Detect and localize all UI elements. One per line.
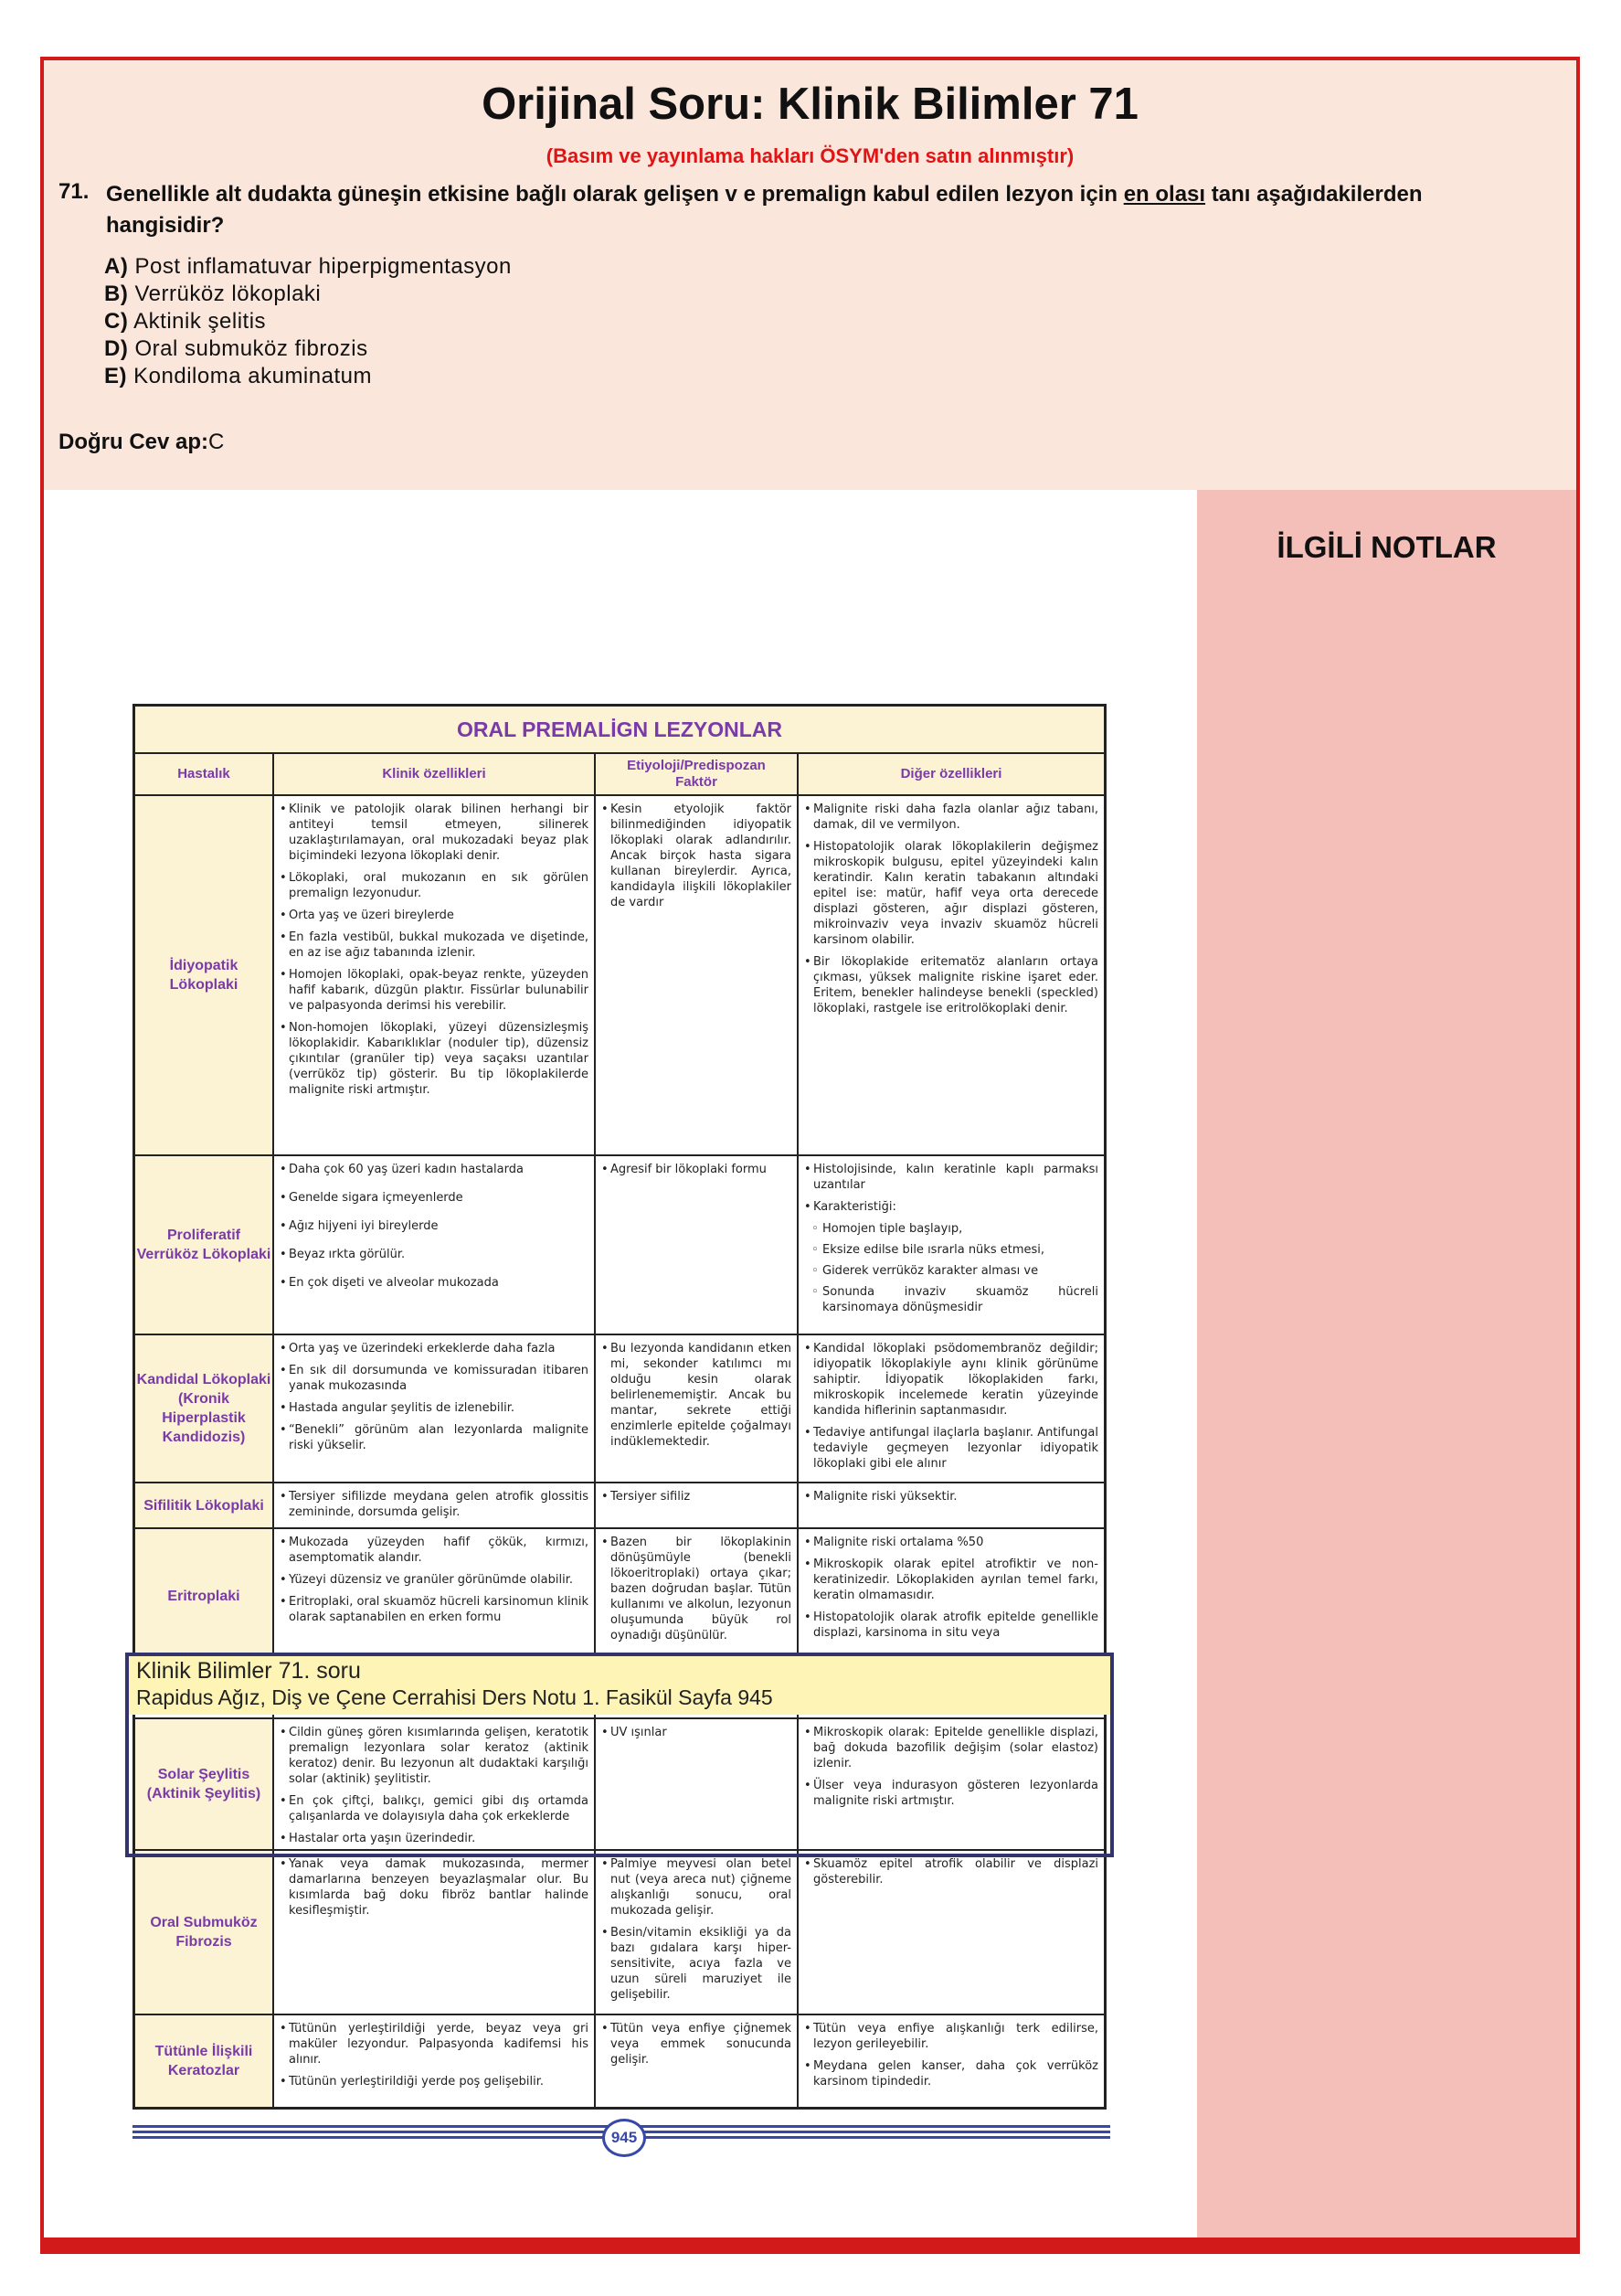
option-d	[104, 336, 368, 362]
list-item: • En çok çiftçi, balıkçı, gemici gibi dış ortamda çalışanlarda ve dolayısıyla daha çok erkeklerde	[280, 1793, 588, 1824]
option-letter: A)	[104, 254, 129, 279]
list-item: • Malignite riski ortalama %50	[804, 1535, 1098, 1550]
source-question-ref: Klinik Bilimler 71. soru	[136, 1658, 361, 1684]
option-text: Verrüköz lökoplaki	[134, 282, 322, 306]
option-letter: C)	[104, 309, 129, 334]
list-item: • Tütünün yerleştirildiği yerde, beyaz veya gri maküler lezyondur. Palpasyonda kadifemsi his alınır.	[280, 2021, 588, 2067]
option-text: Aktinik şelitis	[133, 309, 267, 334]
sub-list-item: ◦ Sonunda invaziv skuamöz hücreli karsinomaya dönüşmesidir	[804, 1284, 1098, 1315]
option-letter: E)	[104, 364, 127, 388]
list-item: • Skuamöz epitel atrofik olabilir ve displazi gösterebilir.	[804, 1856, 1098, 1887]
sub-list-item: ◦ Homojen tiple başlayıp,	[804, 1221, 1098, 1237]
list-item: • Malignite riski yüksektir.	[804, 1489, 1098, 1504]
table-divider	[135, 1527, 1104, 1529]
list-item: • Bu lezyonda kandidanın etken mi, sekonder katılımcı mı olduğu kesin olarak belirlenememiştir. Ancak bu mantar, sekrete ettiği enzimlerle epitelde çoğalmayı indüklemektedir.	[601, 1341, 791, 1450]
list-item: • “Benekli” görünüm alan lezyonlarda malignite riski yükselir.	[280, 1422, 588, 1453]
disease-idiopathic-leukoplakia: İdiyopatik Lökoplaki	[135, 796, 272, 1154]
clinical-cell	[280, 1162, 588, 1334]
disease-erythroplakia: Eritroplaki	[135, 1529, 272, 1663]
list-item: • Ülser veya indurasyon gösteren lezyonlarda malignite riski artmıştır.	[804, 1778, 1098, 1809]
clinical-cell	[280, 1535, 588, 1657]
list-item: • Tütünün yerleştirildiği yerde poş gelişebilir.	[280, 2074, 588, 2089]
column-divider	[797, 794, 799, 2107]
list-item: • Orta yaş ve üzeri bireylerde	[280, 908, 588, 923]
list-item: • Histolojisinde, kalın keratinle kaplı parmaksı uzantılar	[804, 1162, 1098, 1193]
other-cell	[804, 2021, 1098, 2107]
etiology-cell	[601, 1535, 791, 1657]
option-letter: D)	[104, 336, 129, 361]
column-divider	[594, 794, 596, 2107]
question-text-after: tanı aşağıdakilerden hangisidir?	[106, 182, 1423, 238]
clinical-cell	[280, 1856, 588, 2014]
list-item: • Bazen bir lökoplakinin dönüşümüyle (benekli lökoeritroplaki) ortaya çıkar; bazen doğrudan başlar. Tütün kullanımı ve alkolun, lezyonun oluşumunda büyük rol oynadığı düşünülür.	[601, 1535, 791, 1643]
list-item: • UV ışınlar	[601, 1725, 791, 1740]
list-item: • Non-homojen lökoplaki, yüzeyi düzensizleşmiş lökoplakidir. Kabarıklıklar (noduler tip), düzensiz çıkıntılar (granüler tip) veya saçaksı uzantılar (verrüköz tip) gösterir. Bu tip lökoplakilerde malignite riski artmıştır.	[280, 1020, 588, 1098]
etiology-cell	[601, 2021, 791, 2107]
answer-label: Doğru Cev ap:	[58, 430, 209, 454]
list-item: • Kandidal lökoplaki psödomembranöz değildir; idiyopatik lökoplakiyle aynı klinik görünüme sahiptir. İdiyopatik lökoplakiden farkı, mikroskopik incelemede keratin yüzeyinde kandida hiflerinin saptanmasıdır.	[804, 1341, 1098, 1419]
other-cell	[804, 1856, 1098, 2014]
list-item: • Kesin etyolojik faktör bilinmediğinden idiyopatik lökoplaki olarak adlandırılır. Ancak birçok hasta sigara kullanan bireylerdir. Ayrıca, kandidayla ilişkili lökoplakiler de vardır	[601, 802, 791, 910]
list-item: • En fazla vestibül, bukkal mukozada ve dişetinde, en az ise ağız tabanında izlenir.	[280, 930, 588, 961]
table-header-row	[135, 754, 1104, 794]
list-item: • Mikroskopik olarak: Epitelde genellikle displazi, bağ dokuda bazofilik değişim (solar elastoz) izlenir.	[804, 1725, 1098, 1771]
list-item: • Malignite riski daha fazla olanlar ağız tabanı, damak, dil ve vermilyon.	[804, 802, 1098, 833]
list-item: • Ağız hijyeni iyi bireylerde	[280, 1218, 588, 1234]
option-a	[104, 254, 512, 280]
list-item: • Mukozada yüzeyden hafif çökük, kırmızı, asemptomatik alandır.	[280, 1535, 588, 1566]
list-item: • Yanak veya damak mukozasında, mermer damarlarına benzeyen beyazlaşmalar olur. Bu kısımlarda bağ doku fibröz bantlar halinde kesifleşmiştir.	[280, 1856, 588, 1919]
option-c	[104, 309, 266, 335]
etiology-cell	[601, 1162, 791, 1334]
list-item: • Yüzeyi düzensiz ve granüler görünümde olabilir.	[280, 1572, 588, 1588]
list-item: • Hastalar orta yaşın üzerindedir.	[280, 1831, 588, 1846]
other-cell	[804, 802, 1098, 1154]
option-text: Kondiloma akuminatum	[133, 364, 372, 388]
clinical-cell	[280, 1341, 588, 1482]
list-item: • Tersiyer sifilizde meydana gelen atrofik glossitis zemininde, dorsumda gelişir.	[280, 1489, 588, 1520]
column-header-other: Diğer özellikleri	[900, 766, 1002, 781]
disease-solar-cheilitis: Solar Şeylitis (Aktinik Şeylitis)	[135, 1719, 272, 1849]
related-notes-title: İLGİLİ NOTLAR	[1277, 530, 1497, 564]
clinical-cell	[280, 2021, 588, 2107]
list-item: • Agresif bir lökoplaki formu	[601, 1162, 791, 1177]
list-item: • Besin/vitamin eksikliği ya da bazı gıdalara karşı hiper-sensitivite, acıya fazla ve uzun süreli maruziyet ile gelişebilir.	[601, 1925, 791, 2003]
disease-syphilitic-leukoplakia: Sifilitik Lökoplaki	[135, 1483, 272, 1527]
table-divider	[135, 1334, 1104, 1335]
list-item: • Palmiye meyvesi olan betel nut (veya areca nut) çiğneme alışkanlığı sonucu, oral mukozada gelişir.	[601, 1856, 791, 1919]
page-title: Orijinal Soru: Klinik Bilimler 71	[482, 80, 1139, 129]
related-notes-panel	[1197, 490, 1576, 2238]
option-text: Oral submuköz fibrozis	[134, 336, 368, 361]
list-item: • Homojen lökoplaki, opak-beyaz renkte, yüzeyden hafif kabarık, düzgün plaktır. Fissürlar bulunabilir ve palpasyonda derimsi his verebilir.	[280, 967, 588, 1014]
table-divider	[135, 2014, 1104, 2015]
column-header-etiology: Etiyoloji/Predispozan Faktör	[627, 758, 766, 790]
table-title: ORAL PREMALİGN LEZYONLAR	[135, 707, 1104, 752]
etiology-cell	[601, 1489, 791, 1527]
premalignant-lesions-table	[132, 704, 1107, 2110]
list-item: • Genelde sigara içmeyenlerde	[280, 1190, 588, 1206]
page-number-badge: 945	[602, 2119, 646, 2157]
table-divider	[135, 1154, 1104, 1156]
bottom-red-bar	[40, 2238, 1580, 2254]
list-item: • En çok dişeti ve alveolar mukozada	[280, 1275, 588, 1291]
source-book-ref: Rapidus Ağız, Diş ve Çene Cerrahisi Ders Notu 1. Fasikül Sayfa 945	[136, 1685, 773, 1709]
list-item: • Beyaz ırkta görülür.	[280, 1247, 588, 1262]
list-item: • Karakteristiği:	[804, 1199, 1098, 1215]
list-item: • Lökoplaki, oral mukozanın en sık görülen premalign lezyonudur.	[280, 870, 588, 901]
answer-value: C	[208, 430, 225, 454]
other-cell	[804, 1341, 1098, 1482]
sub-list-item: ◦ Giderek verrüköz karakter alması ve	[804, 1263, 1098, 1279]
list-item: • Tedaviye antifungal ilaçlarla başlanır. Antifungal tedaviyle geçmeyen lezyonlar idiyopatik lökoplaki gibi ele alınır	[804, 1425, 1098, 1472]
other-cell	[804, 1489, 1098, 1527]
list-item: • Histopatolojik olarak atrofik epitelde genellikle displazi, karsinoma in situ veya	[804, 1610, 1098, 1641]
etiology-cell	[601, 1856, 791, 2014]
other-cell	[804, 1535, 1098, 1657]
clinical-cell	[280, 1489, 588, 1527]
source-reference-box	[125, 1653, 1114, 1857]
table-divider	[135, 794, 1104, 796]
column-divider	[797, 752, 799, 794]
source-reference-banner	[129, 1656, 1110, 1715]
list-item: • Tütün veya enfiye çiğnemek veya emmek sonucunda gelişir.	[601, 2021, 791, 2067]
list-item: • Tütün veya enfiye alışkanlığı terk edilirse, lezyon gerileyebilir.	[804, 2021, 1098, 2052]
list-item: • Histopatolojik olarak lökoplakilerin değişmez mikroskopik bulgusu, epitel yüzeyindeki kalın keratindir. Kalın keratin tabakanın altındaki epitel ise: matür, hafif veya orta derecede displazi gösteren, ağır displazi gösteren, mikroinvaziv veya invaziv skuamöz hücreli karsinom olabilir.	[804, 839, 1098, 948]
question-text	[106, 179, 1531, 241]
question-emphasis: en olası	[1123, 182, 1206, 207]
question-text-before: Genellikle alt dudakta güneşin etkisine bağlı olarak gelişen v e premalign kabul edilen lezyon için	[106, 182, 1124, 207]
option-letter: B)	[104, 282, 129, 306]
etiology-cell	[601, 1341, 791, 1482]
column-divider	[272, 752, 274, 2107]
option-b	[104, 282, 321, 307]
option-e	[104, 364, 372, 389]
list-item: • Hastada angular şeylitis de izlenebilir.	[280, 1400, 588, 1416]
disease-proliferative-verrucous-leukoplakia: Proliferatif Verrüköz Lökoplaki	[135, 1156, 272, 1334]
list-item: • Tersiyer sifiliz	[601, 1489, 791, 1504]
column-header-disease: Hastalık	[177, 766, 230, 781]
disease-tobacco-keratosis: Tütünle İlişkili Keratozlar	[135, 2015, 272, 2107]
list-item: • Orta yaş ve üzerindeki erkeklerde daha fazla	[280, 1341, 588, 1356]
column-divider	[594, 752, 596, 794]
disease-candidal-leukoplakia: Kandidal Lökoplaki (Kronik Hiperplastik Kandidozis)	[135, 1335, 272, 1482]
question-number: 71.	[58, 179, 90, 204]
other-cell	[804, 1162, 1098, 1334]
list-item: • Bir lökoplakide eritematöz alanların ortaya çıkması, yüksek malignite riskine işaret eder. Eritem, benekler halindeyse benekli (speckled) lökoplaki, rastgele ise eritrolökoplaki denir.	[804, 954, 1098, 1016]
table-divider	[135, 1482, 1104, 1483]
sub-list-item: ◦ Eksize edilse bile ısrarla nüks etmesi,	[804, 1242, 1098, 1258]
etiology-cell	[601, 802, 791, 1154]
option-text: Post inflamatuvar hiperpigmentasyon	[134, 254, 512, 279]
column-header-clinical: Klinik özellikleri	[382, 766, 486, 781]
clinical-cell	[280, 802, 588, 1154]
list-item: • Meydana gelen kanser, daha çok verrüköz karsinom tipindedir.	[804, 2058, 1098, 2089]
list-item: • Cildin güneş gören kısımlarında gelişen, keratotik premalign lezyonlara solar keratoz (aktinik keratoz) denir. Bu lezyonun alt dudaktaki karşılığı solar (aktinik) şeylitistir.	[280, 1725, 588, 1787]
disease-oral-submucous-fibrosis: Oral Submuköz Fibrozis	[135, 1851, 272, 2014]
list-item: • Klinik ve patolojik olarak bilinen herhangi bir antiteyi temsil etmeyen, silinerek uzaklaştırılamayan, oral mukozadaki beyaz plak biçimindeki lezyona lökoplaki denir.	[280, 802, 588, 864]
list-item: • Mikroskopik olarak epitel atrofiktir ve non-keratinizedir. Lökoplakiden ayrılan temel farkı, keratin olmamasıdır.	[804, 1557, 1098, 1603]
correct-answer	[58, 430, 224, 455]
list-item: • En sık dil dorsumunda ve komissuradan itibaren yanak mukozasında	[280, 1363, 588, 1394]
list-item: • Eritroplaki, oral skuamöz hücreli karsinomun klinik olarak saptanabilen en erken formu	[280, 1594, 588, 1625]
list-item: • Daha çok 60 yaş üzeri kadın hastalarda	[280, 1162, 588, 1177]
rights-notice: (Basım ve yayınlama hakları ÖSYM'den satın alınmıştır)	[546, 144, 1075, 167]
question-header	[44, 60, 1576, 490]
